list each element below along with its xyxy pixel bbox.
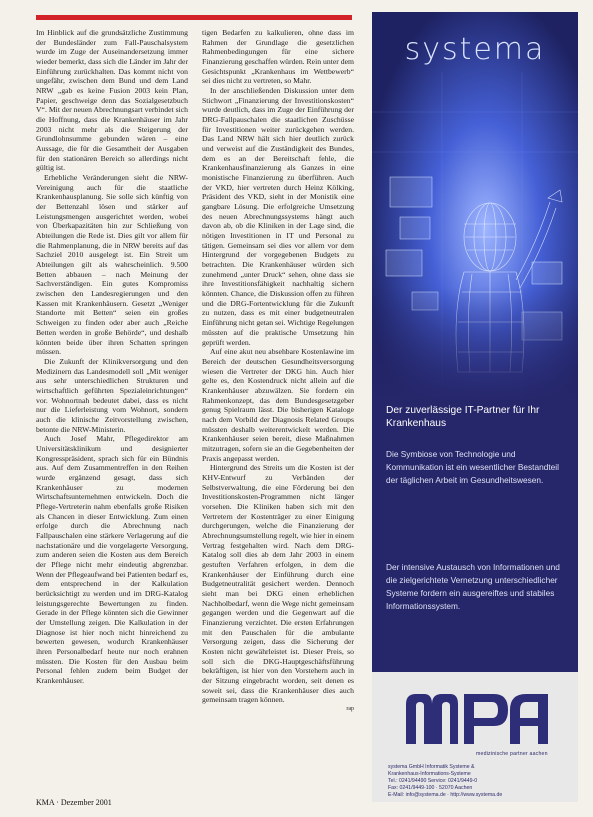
contact-line: Fax: 0241/9449-100 · 52070 Aachen [388, 785, 473, 792]
ad-body-text-2: Der intensive Austausch von Informationen und die zielgerichtete Vernetzung unterschiedlicher Systeme fordern ein ausgereiftes und stabiles Informationssystem. [386, 562, 560, 611]
paragraph: Auch Josef Mahr, Pflegedirektor am Universitätsklinikum und designierter Kongresspräsident, sprach sich für ein Bündnis aus. Auf dem Zusammentreffen in den Reihen wurde ergänzend gesagt, dass sich Krankenhäuser zu modernen Wirtschaftsunternehmen entwickeln. Doch die Pflege-Vertreterin nahm ebenfalls große Risiken als Chancen in dieser Entwicklung. Zum einen erfolge durch die Abrechnung nach Fallpauschalen eine stärkere Verlagerung auf die nachstationäre und die vorgelagerte Versorgung, zum anderen seien die Kosten aus dem Bereich der Pflege nicht mehr eindeutig abgrenzbar. Wenn der Pflegeaufwand bei Patienten bedarf es, dem entsprechend in der Kalkulation berücksichtigt zu werden und im DRG-Katalog leistungsgerechte Bewertungen zu finden. Gerade in der Pflege könnten sich die Gewinner der Umstellung zeigen. Die Kalkulation in der Diagnose ist hier noch nicht hinreichend zu bewerten gewesen, wodurch Krankenhäuser ihren Personalbedarf heute nur noch erahnen müssten. Die Kosten für den Ausbau beim Personal fehlen zudem beim Budget der Krankenhäuser. [36, 434, 188, 686]
paragraph: Die Zukunft der Klinikversorgung und den Medizinern das Landesmodell soll „Mit weniger aus sehr unterschiedlichen Strukturen und wirtschaftlich geführten Spezialeinrichtungen“ vor. Wohnortnah bedeutet dabei, dass es nicht nur die Lieferleistung vom Wohnort, sondern auch die klinische Zeitvorstellung zwischen, betonte die NRW-Ministerin. [36, 356, 188, 434]
paragraph: Im Hinblick auf die grundsätzliche Zustimmung der Bundesländer zum Fall-Pauschalsystem wurde im Zuge der Auseinandersetzung immer wieder bemerkt, dass sich die Länder im Jahr der Einführung zurückhalten. Das kommt nicht von ungefähr, zwischen dem Bund und dem Land NRW „gab es keine Fusion 2003 kein Plan, Papier, geschweige denn das Sozialgesetzbuch V“. Mit der neuen Abrechnungsart verbindet sich die Hoffnung, dass die Krankenhäuser im Jahr 2003 nicht mehr als die Steigerung der Grundlohnsumme gebunden wären – eine Aussage, die für die Gesamtheit der Ausgaben für den stationären Bereich so allerdings nicht gültig ist. [36, 28, 188, 173]
ad-tagline: Der zuverlässige IT-Partner für Ihr Krankenhaus [386, 405, 540, 430]
article-column-1 [36, 28, 188, 784]
ad-brand-logo: systema [404, 32, 546, 67]
mpa-logo-icon [402, 690, 552, 746]
ad-visual [372, 12, 578, 404]
article-column-2 [202, 28, 354, 784]
sponsor-contact [388, 764, 568, 799]
page-footer: KMA · Dezember 2001 [36, 798, 112, 807]
contact-line: Tel.: 0241/94490 Service: 0241/9449-0 [388, 778, 478, 785]
ad-body-text-1: Die Symbiose von Technologie und Kommunikation ist ein wesentlicher Bestandteil der täglichen Arbeit im Gesundheitswesen. [386, 449, 559, 485]
sponsor-claim: medizinische partner aachen [476, 751, 548, 757]
paragraph: In der anschließenden Diskussion unter dem Stichwort „Finanzierung der Investitionskosten“ wurde deutlich, dass im Zuge der Einführung der DRG-Fallpauschalen die staatlichen Zuschüsse für Investitionen weiter zurückgehen werden. Das Land NRW hält sich hier deutlich zurück und verweist auf die Zuständigkeit des Bundes, dem es an der Bereitschaft fehle, die Krankenhausfinanzierung als Ganzes in eine monistische Finanzierung zu überführen. Auch der VKD, hier vertreten durch Heinz Kölking, Präsident des VKD, sieht in der Monistik eine gangbare Lösung. Die erfolgreiche Umsetzung des neuen Abrechnungssystems hängt auch davon ab, ob die Kliniken in der Lage sind, die nötigen Investitionen in IT und Personal zu tätigen. Gemeinsam sei dies vor allem vor dem Hintergrund der vorgegebenen Budgets zu betrachten. Die Krankenhäuser würden sich zunehmend „unter Druck“ sehen, ohne dass sie ihre Investitionsfähigkeit nachhaltig sichern könnten. Chance, die Diskussion offen zu führen und die DRG-Fortentwicklung für die Zukunft zu nutzen, dass es mit einer budgetneutralen Einführung nicht getan sei. Wichtige Regelungen müssten auf die praktische Umsetzung hin geprüft werden. [202, 86, 354, 347]
paragraph: Erhebliche Veränderungen sieht die NRW-Vereinigung auch für die staatliche Krankenhausplanung. Sie solle sich künftig von der Bettenzahl lösen und stärker auf Leistungsmengen ausgerichtet werden, wobei von Überkapazitäten hin zur Schließung von Abteilungen die Rede ist. Dies gilt vor allem für die Rahmenplanung, die in NRW bereits auf das Sachziel 2010 ausgelegt ist. Ein Streit um Abteilungen gilt als wahrscheinlich. 9.500 Betten abbauen – nach Meinung der Sachverständigen. Ein gutes Kompromiss zwischen den Landesregierungen und den Kassen mit Krankenhäusern. Gesetzt „Weniger Standorte mit Betten“ seien ein großes Schweigen zu finden oder aber auch „Reiche Betten werden in große Behörde“, und deshalb könnten beide über ihren Schatten springen müssen. [36, 173, 188, 357]
paragraph: Hintergrund des Streits um die Kosten ist der KHV-Entwurf zu Verbänden der Selbstverwaltung, die eine Förderung bei den Investitionskosten-Programmen nicht länger vorsehen. Die Kliniken haben sich mit den Vertretern der Kostenträger zu einer Einigung durchgerungen, welche die Finanzierung der Abrechnungsumstellung regelt, wie hier in einem Vertrag festgehalten wird. Nach dem DRG-Katalog soll dies ab dem Jahr 2003 in einem gestuften Verfahren erfolgen, in dem die Krankenhäuser der Einführung durch eine Budgetneutralität gesichert werden. Dennoch sieht man bei DKG einen erheblichen Nachholbedarf, wenn die Wege nicht gemeinsam gegangen werden und die Gegenwart auf die Finanzierung verzichtet. Die ersten Erfahrungen mit den Pauschalen für die ambulante Versorgung zeigen, dass die Sicherung der Kosten nicht gewährleistet ist. Dieser Preis, so soll sich die DKG-Hauptgeschäftsführung bekräftigen, ist hier von den Vorstehern auch in der Sitzung eingebracht worden, seit denen es soweit sei, dass die Krankenhäuser dies auch gemeinsam tragen können. [202, 463, 354, 705]
header-rule [36, 15, 352, 20]
contact-line: Krankenhaus-Informations-Systeme [388, 771, 471, 778]
paragraph: tigen Bedarfen zu kalkulieren, ohne dass im Rahmen der Grundlage die gesetzlichen Rahmenbedingungen für eine sichere Finanzierung geschaffen würden. Rein unter dem Gesichtspunkt „Krankenhaus im Wettbewerb“ sei dies nicht zu vertreten, so Mahr. [202, 28, 354, 86]
advertisement [372, 12, 578, 802]
contact-line: E-Mail: info@systema.de · http://www.systema.de [388, 792, 503, 799]
paragraph: Auf eine akut neu absehbare Kostenlawine im Bereich der deutschen Gesundheitsversorgung wiesen die Vertreter der DKG hin. Auch hier gelte es, den Kostendruck nicht allein auf die Krankenhäuser abzuwälzen. Sie fordern ein Rahmenkonzept, das dem Bundesgesetzgeber genug Spielraum lässt. Die bisherigen Kataloge nach dem Vorbild der Diagnosis Related Groups müssten deshalb weiterentwickelt werden. Die Krankenhäuser seien bereit, diese Maßnahmen mitzutragen, sofern sie an die Gegebenheiten der Praxis angepasst werden. [202, 347, 354, 463]
sponsor-box [372, 672, 578, 802]
contact-line: systema GmbH Informatik Systeme & [388, 764, 475, 770]
article-end-mark: rap [346, 706, 354, 713]
article [36, 28, 356, 784]
